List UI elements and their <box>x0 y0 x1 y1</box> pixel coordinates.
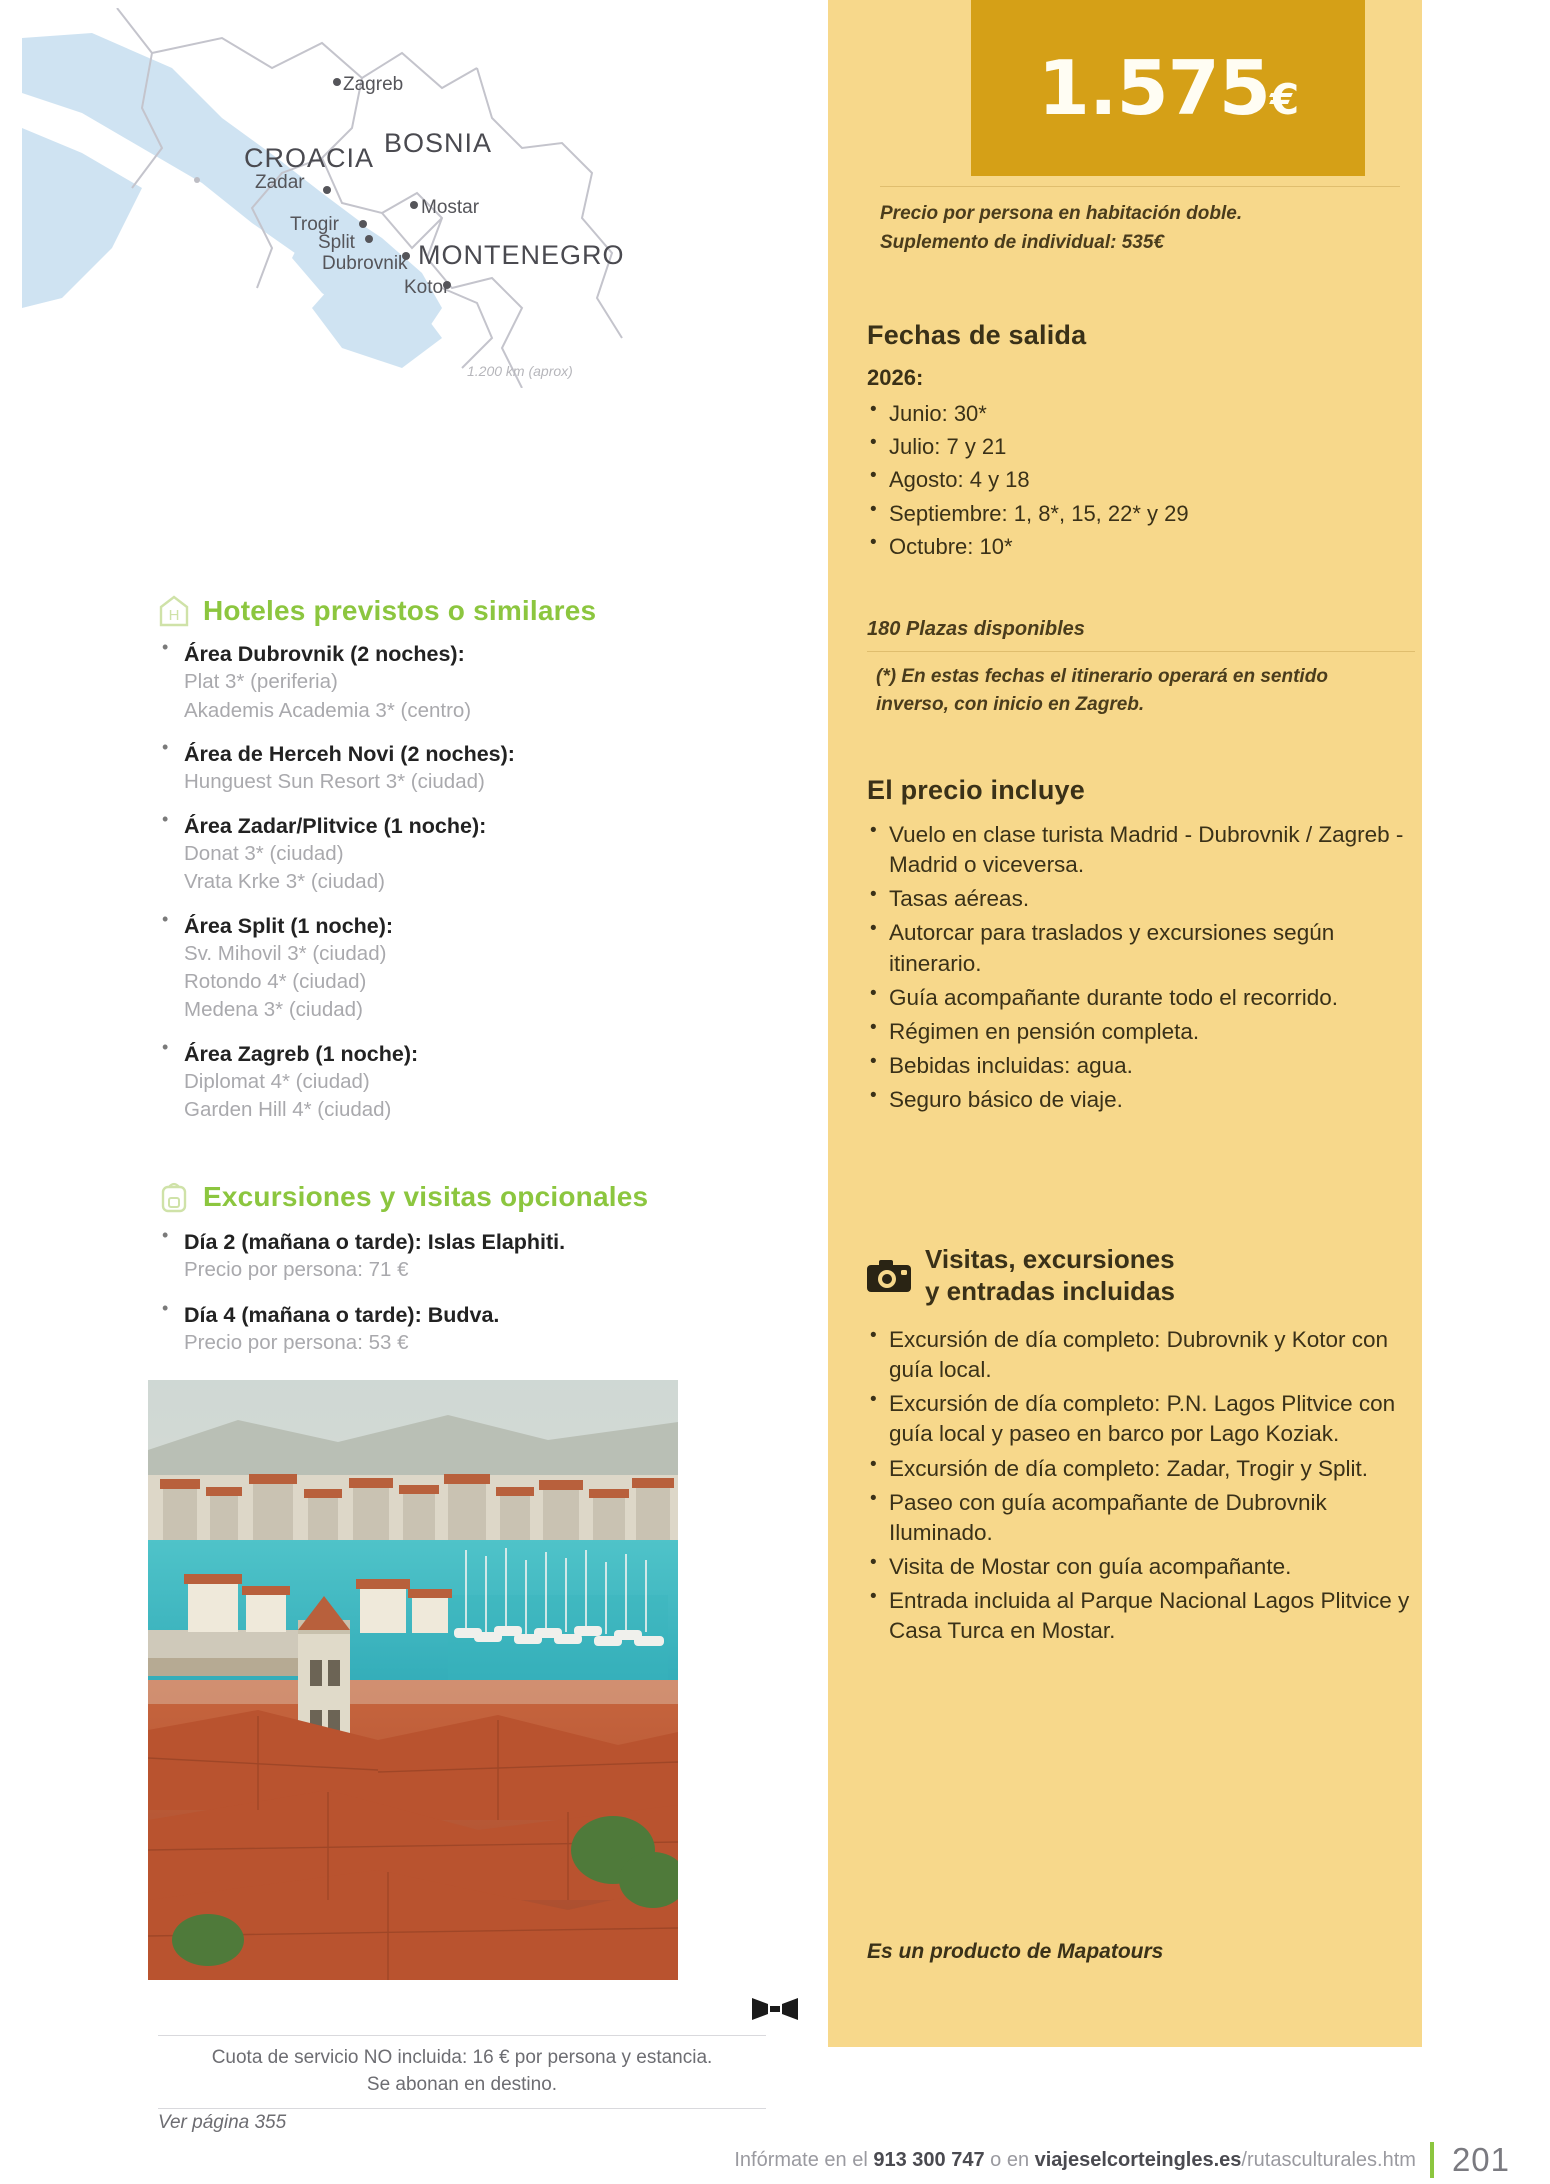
hotel-option: Donat 3* (ciudad) <box>184 841 344 865</box>
map-label-dubrovnik: Dubrovnik <box>322 253 408 274</box>
hotel-area: • Área Dubrovnik (2 noches): <box>184 642 465 666</box>
page-footer <box>0 2136 1550 2184</box>
hotel-option: Akademis Academia 3* (centro) <box>184 698 472 722</box>
optional-item-name: • Día 4 (mañana o tarde): Budva. <box>184 1302 500 1327</box>
map-label-kotor: Kotor <box>404 277 450 298</box>
visits-title <box>925 1244 1175 1307</box>
map-label-croacia: CROACIA <box>244 143 375 173</box>
optional-title: Excursiones y visitas opcionales <box>203 1181 649 1212</box>
map-label-zadar: Zadar <box>255 172 305 193</box>
included-item: • Tasas aéreas. <box>867 884 1427 914</box>
hotel-area: • Área Split (1 noche): <box>184 913 394 938</box>
hotel-option: Garden Hill 4* (ciudad) <box>184 1098 392 1122</box>
optional-item-price: Precio por persona: 71 € <box>184 1258 409 1282</box>
hotel-option: Hunguest Sun Resort 3* (ciudad) <box>184 770 485 794</box>
visits-item: • Excursión de día completo: Dubrovnik y Kotor con guía local. <box>867 1325 1427 1385</box>
departures-title: Fechas de salida <box>867 320 1087 350</box>
hotel-icon <box>158 594 190 628</box>
hotel-group <box>158 812 718 897</box>
visits-item: • Entrada incluida al Parque Nacional Lagos Plitvice y Casa Turca en Mostar. <box>867 1586 1427 1646</box>
see-page-note: Ver página 355 <box>158 2112 287 2133</box>
departure-item: • Septiembre: 1, 8*, 15, 22* y 29 <box>867 498 1407 529</box>
departures-block <box>867 365 1407 564</box>
optional-list <box>158 1228 718 1373</box>
visits-item: • Excursión de día completo: P.N. Lagos Plitvice con guía local y paseo en barco por Lago Koziak. <box>867 1389 1427 1449</box>
hotel-group <box>158 1040 718 1125</box>
producer-note: Es un producto de Mapatours <box>867 1940 1164 1963</box>
map-label-bosnia: BOSNIA <box>384 128 493 158</box>
optional-item-price: Precio por persona: 53 € <box>184 1331 409 1355</box>
visits-item: • Paseo con guía acompañante de Dubrovnik Iluminado. <box>867 1488 1427 1548</box>
hotels-title: Hoteles previstos o similares <box>203 595 597 626</box>
map-label-montenegro: MONTENEGRO <box>418 240 625 270</box>
hotel-option: Medena 3* (ciudad) <box>184 998 363 1022</box>
price-currency: € <box>1270 74 1299 124</box>
optional-item <box>158 1228 718 1285</box>
price-note-line1: Precio por persona en habitación doble. <box>880 203 1243 224</box>
asterisk-line1: (*) En estas fechas el itinerario operará en sentido <box>876 666 1328 687</box>
asterisk-note <box>867 651 1415 718</box>
svg-text:H: H <box>168 607 180 624</box>
asterisk-line2: inverso, con inicio en Zagreb. <box>876 693 1145 715</box>
price-banner <box>971 0 1365 176</box>
hotel-area: • Área Zadar/Plitvice (1 noche): <box>184 813 487 838</box>
included-item: • Autorcar para traslados y excursiones según itinerario. <box>867 918 1427 978</box>
included-item: • Guía acompañante durante todo el recorrido. <box>867 983 1427 1013</box>
footer-prefix: Infórmate en el <box>734 2148 874 2171</box>
hotel-group <box>158 740 718 797</box>
price-note <box>880 186 1400 257</box>
route-map <box>22 8 828 388</box>
map-label-trogir: Trogir <box>290 214 339 235</box>
visits-list <box>867 1325 1427 1646</box>
destination-photo <box>148 1380 678 1980</box>
included-item: • Bebidas incluidas: agua. <box>867 1051 1427 1081</box>
included-list <box>867 820 1427 1115</box>
optional-item <box>158 1301 718 1358</box>
hotels-heading <box>158 594 596 628</box>
visits-title-line2: y entradas incluidas <box>925 1275 1175 1306</box>
footer-middle: o en <box>984 2148 1035 2171</box>
hotel-group <box>158 912 718 1025</box>
departure-item: • Junio: 30* <box>867 398 1407 429</box>
hotel-group <box>158 640 718 725</box>
hotel-option: Rotondo 4* (ciudad) <box>184 970 367 994</box>
hotel-option: Vrata Krke 3* (ciudad) <box>184 870 385 894</box>
price-amount <box>1037 43 1299 132</box>
visits-item: • Excursión de día completo: Zadar, Trogir y Split. <box>867 1454 1427 1484</box>
footer-path[interactable]: /rutasculturales.htm <box>1241 2148 1416 2171</box>
hotel-area: • Área Zagreb (1 noche): <box>184 1041 419 1066</box>
page-number: 201 <box>1451 2141 1510 2178</box>
included-item: • Régimen en pensión completa. <box>867 1017 1427 1047</box>
included-item: • Vuelo en clase turista Madrid - Dubrovnik / Zagreb - Madrid o viceversa. <box>867 820 1427 880</box>
visits-block <box>867 1325 1427 1650</box>
hotels-list <box>158 640 718 1140</box>
map-label-mostar: Mostar <box>421 197 480 218</box>
included-title: El precio incluye <box>867 775 1085 805</box>
footer-phone[interactable]: 913 300 747 <box>873 2148 985 2171</box>
price-note-line2: Suplemento de individual: 535€ <box>880 231 1165 253</box>
bowtie-icon <box>752 2009 798 2026</box>
departure-item: • Octubre: 10* <box>867 531 1407 562</box>
map-scale: 1.200 km (aprox) <box>467 363 573 379</box>
service-fee-line1: Cuota de servicio NO incluida: 16 € por persona y estancia. <box>211 2047 713 2068</box>
available-places: 180 Plazas disponibles <box>867 618 1085 640</box>
footer-divider <box>1430 2142 1434 2178</box>
camera-icon <box>867 1258 911 1294</box>
optional-heading <box>158 1180 648 1214</box>
departure-item: • Agosto: 4 y 18 <box>867 464 1407 495</box>
hotel-area: • Área de Herceh Novi (2 noches): <box>184 741 515 766</box>
visits-heading <box>867 1244 1407 1307</box>
departures-list <box>867 398 1407 562</box>
hotel-option: Diplomat 4* (ciudad) <box>184 1070 370 1094</box>
photo-graphic <box>148 1380 678 1980</box>
included-item: • Seguro básico de viaje. <box>867 1085 1427 1115</box>
footer-contact <box>734 2149 1416 2172</box>
service-fee-note <box>158 2035 766 2109</box>
service-fee-line2: Se abonan en destino. <box>366 2073 558 2095</box>
optional-item-name: • Día 2 (mañana o tarde): Islas Elaphiti. <box>184 1230 566 1254</box>
map-label-split: Split <box>318 232 355 253</box>
included-block <box>867 820 1427 1119</box>
hotel-option: Sv. Mihovil 3* (ciudad) <box>184 941 387 965</box>
visits-item: • Visita de Mostar con guía acompañante. <box>867 1552 1427 1582</box>
price-number: 1.575 <box>1037 43 1270 132</box>
departures-year: 2026: <box>867 365 924 390</box>
visits-title-line1: Visitas, excursiones <box>925 1244 1175 1274</box>
hotel-option: Plat 3* (periferia) <box>184 670 338 694</box>
departure-item: • Julio: 7 y 21 <box>867 431 1407 462</box>
map-label-zagreb: Zagreb <box>343 74 404 95</box>
footer-site[interactable]: viajeselcorteingles.es <box>1034 2148 1242 2171</box>
backpack-icon <box>158 1180 190 1214</box>
